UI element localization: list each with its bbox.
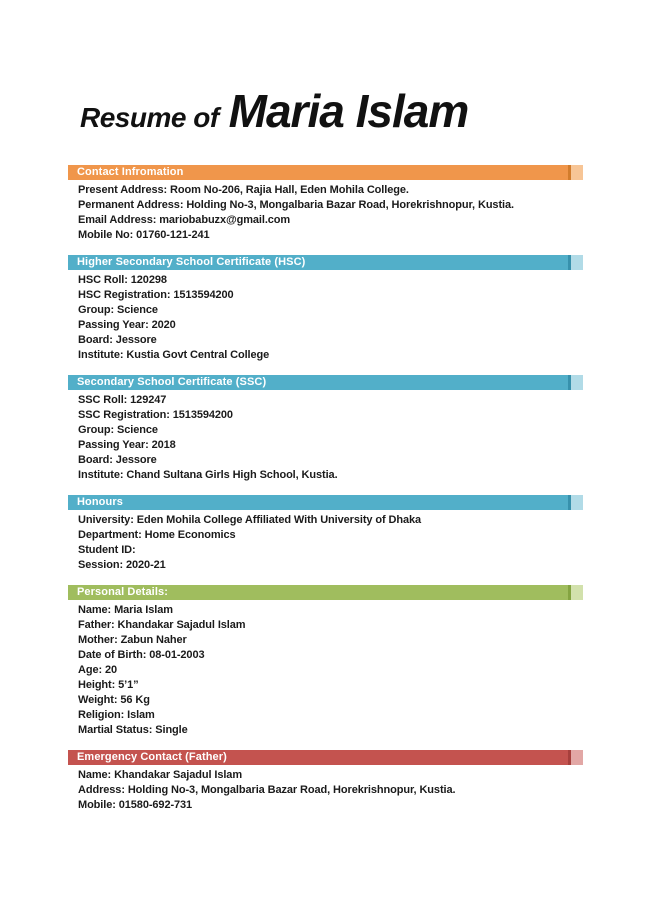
- section-line: Mobile No: 01760-121-241: [78, 229, 210, 241]
- section-line: Date of Birth: 08-01-2003: [78, 649, 205, 661]
- section-heading-text: Contact Infromation: [77, 166, 184, 178]
- section-line: Age: 20: [78, 664, 118, 676]
- section-honours: [68, 495, 583, 573]
- section-line: Address: Holding No-3, Mongalbaria Bazar Road, Horekrishnopur, Kustia.: [78, 784, 456, 796]
- section-line: Board: Jessore: [78, 334, 157, 346]
- section-lines: [68, 510, 583, 573]
- section-line: SSC Registration: 1513594200: [78, 409, 233, 421]
- section-line: Student ID:: [78, 544, 136, 556]
- section-heading-text: Secondary School Certificate (SSC): [77, 376, 267, 388]
- section-line: Institute: Kustia Govt Central College: [78, 349, 270, 361]
- section-line: University: Eden Mohila College Affiliated With University of Dhaka: [78, 514, 422, 526]
- section-line: Permanent Address: Holding No-3, Mongalbaria Bazar Road, Horekrishnopur, Kustia.: [78, 199, 514, 211]
- section-heading-text: Honours: [77, 496, 123, 508]
- section-line: Mother: Zabun Naher: [78, 634, 187, 646]
- section-heading-bar: [68, 495, 583, 510]
- section-line: Mobile: 01580-692-731: [78, 799, 193, 811]
- section-line: Father: Khandakar Sajadul Islam: [78, 619, 246, 631]
- resume-sections: [68, 165, 583, 825]
- section-line: Present Address: Room No-206, Rajia Hall, Eden Mohila College.: [78, 184, 409, 196]
- section-lines: [68, 270, 583, 363]
- title-prefix: Resume of: [80, 102, 219, 133]
- section-contact-infromation: [68, 165, 583, 243]
- section-personal-details: [68, 585, 583, 738]
- section-heading-bar: [68, 750, 583, 765]
- section-line: HSC Registration: 1513594200: [78, 289, 234, 301]
- section-line: Religion: Islam: [78, 709, 155, 721]
- section-line: Name: Maria Islam: [78, 604, 173, 616]
- section-line: Martial Status: Single: [78, 724, 188, 736]
- section-heading-text: Emergency Contact (Father): [77, 751, 227, 763]
- section-line: Email Address: mariobabuzx@gmail.com: [78, 214, 291, 226]
- section-heading-bar: [68, 165, 583, 180]
- section-line: Session: 2020-21: [78, 559, 166, 571]
- section-line: Name: Khandakar Sajadul Islam: [78, 769, 242, 781]
- title-name: Maria Islam: [228, 85, 469, 137]
- section-line: Institute: Chand Sultana Girls High School, Kustia.: [78, 469, 338, 481]
- section-heading-bar: [68, 375, 583, 390]
- section-heading-bar: [68, 585, 583, 600]
- section-line: Board: Jessore: [78, 454, 157, 466]
- section-heading-text: Higher Secondary School Certificate (HSC): [77, 256, 306, 268]
- section-lines: [68, 600, 583, 738]
- section-line: Department: Home Economics: [78, 529, 236, 541]
- section-line: Passing Year: 2020: [78, 319, 176, 331]
- section-line: Group: Science: [78, 424, 158, 436]
- section-secondary-school-certificate-ssc: [68, 375, 583, 483]
- section-line: SSC Roll: 129247: [78, 394, 167, 406]
- section-lines: [68, 180, 583, 243]
- section-heading-bar: [68, 255, 583, 270]
- section-lines: [68, 765, 583, 813]
- section-line: Height: 5’1”: [78, 679, 139, 691]
- section-line: Passing Year: 2018: [78, 439, 176, 451]
- section-emergency-contact-father: [68, 750, 583, 813]
- section-line: Group: Science: [78, 304, 158, 316]
- section-heading-text: Personal Details:: [77, 586, 168, 598]
- page-title: [80, 84, 468, 138]
- section-lines: [68, 390, 583, 483]
- section-line: Weight: 56 Kg: [78, 694, 150, 706]
- section-line: HSC Roll: 120298: [78, 274, 167, 286]
- section-higher-secondary-school-certificate-hsc: [68, 255, 583, 363]
